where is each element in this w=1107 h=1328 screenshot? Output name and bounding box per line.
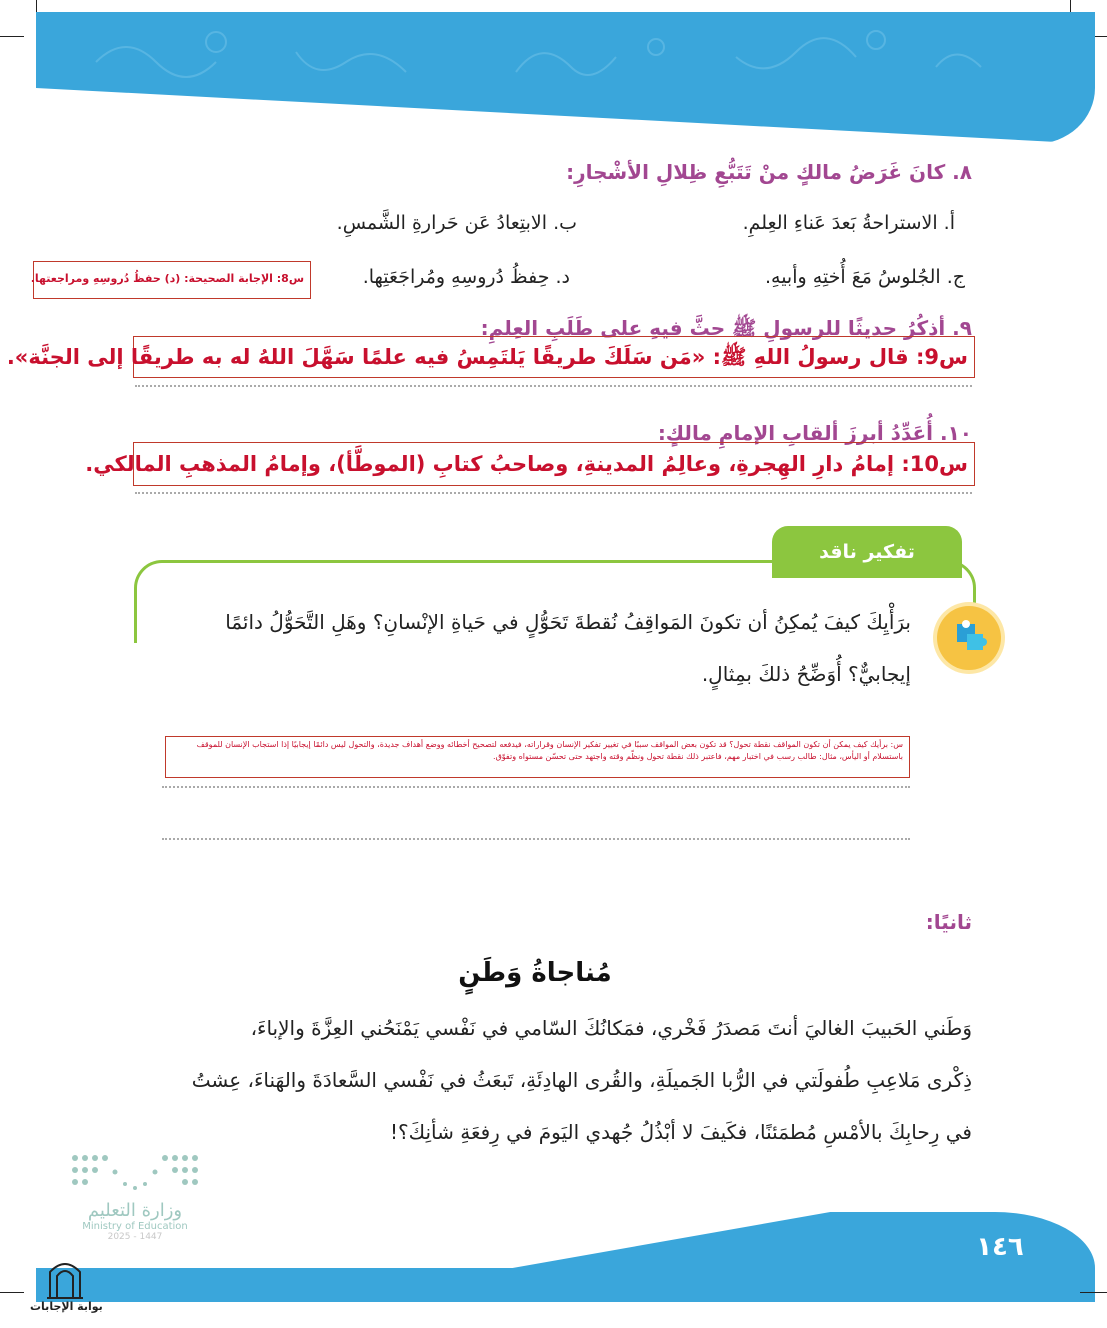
question-8: ٨. كانَ غَرَضُ مالكٍ منْ تَتَبُّعِ ظِلالِ الأشْجارِ: [566,160,972,184]
paragraph-line-1: وَطَني الحَبيبَ الغاليَ أنتَ مَصدَرُ فَخْري، فمَكانُكَ السّامي في نَفْسي يَمْنَحُني العِزَّةَ والإباءَ، [250,1016,972,1040]
header-calligraphy-pattern [36,12,1095,144]
option-d: د. حِفظُ دُروسِهِ ومُراجَعَتِها. [362,266,570,288]
question-10: ١٠. أُعَدِّدُ أبرزَ ألقابِ الإمامِ مالكٍ: [657,421,972,445]
dotted-line [162,838,910,840]
poem-title: مُناجاةُ وَطَنٍ [458,958,612,988]
paragraph-line-3: في رِحابِكَ بالأمْسِ مُطمَئنًا، فكَيفَ لا أبْذُلُ جُهدي اليَومَ في رِفعَةِ شأنِكَ؟! [389,1120,972,1144]
answer-box-critical: س: برأيك كيف يمكن أن تكون المواقف نقطة تحول؟ قد تكون بعض المواقف سببًا في تغيير تفكير الإنسان وقراراته، فيدفعه لتصحيح أخطائه ووضع أهداف جديدة، والتحول ليس دائمًا إيجابيًا إذا استجاب الإنسان للموقف باستسلام أو اليأس، مثال: طالب رسب في اختبار مهم، فاعتبر ذلك نقطة تحول ونظّم وقته واجتهد حتى تحسّن مستواه وتفوّق. [165,736,910,778]
dotted-line [135,385,972,387]
option-c: ج. الجُلوسُ مَعَ أُختِهِ وأبيهِ. [764,266,965,288]
critical-thinking-tab [772,526,962,578]
section-label: ثانيًا: [925,910,972,934]
ministry-year: 2025 - 1447 [107,1232,163,1242]
site-logo-icon [44,1256,86,1300]
paragraph-line-2: ذِكْرى مَلاعِبِ طُفولَتي في الرُّبا الجَميلَةِ، والقُرى الهادِئَةِ، تَبعَثُ في نَفْسي السَّعادَةَ والهَناءَ، عِشتُ [191,1068,972,1092]
site-name: بوابة الإجابات [30,1300,103,1313]
critical-question-line-2: إيجابيٌّ؟ أُوَضِّحُ ذلكَ بمِثالٍ. [701,662,911,686]
ministry-logo [60,1150,210,1242]
ministry-dots-icon [65,1150,205,1196]
footer-banner [36,1268,1095,1302]
option-a: أ. الاستراحةُ بَعدَ عَناءِ العِلمِ. [742,212,955,234]
option-b: ب. الابتِعادُ عَن حَرارةِ الشَّمسِ. [336,212,577,234]
puzzle-icon-shape [937,606,1001,670]
dotted-line [162,786,910,788]
dotted-line [135,492,972,494]
critical-thinking-label: تفكير ناقد [819,541,915,563]
question-9: ٩. أذكُرُ حديثًا للرسولِ ﷺ حثَّ فيهِ على طَلَبِ العِلمِ: [480,316,972,340]
answer-box-q8: س8: الإجابة الصحيحة: (د) حفظُ دُروسِهِ ومراجعتها. [33,261,311,299]
crop-mark [0,1292,24,1293]
answer-box-q9: س9: قال رسولُ اللهِ ﷺ: «مَن سَلَكَ طريقًا يَلتَمِسُ فيه علمًا سَهَّلَ اللهُ له به طريقًا إلى الجنَّة». [133,336,975,378]
crop-mark [1080,1292,1107,1293]
ministry-name-en: Ministry of Education [82,1221,188,1232]
ministry-name-ar: وزارة التعليم [87,1200,183,1221]
answer-box-q10: س10: إمامُ دارِ الهِجرةِ، وعالِمُ المدينةِ، وصاحبُ كتابِ (الموطَّأ)، وإمامُ المذهبِ المالكي. [133,442,975,486]
page-number: ١٤٦ [976,1232,1024,1262]
puzzle-icon [937,606,1001,670]
critical-question-line-1: برَأْيِكَ كيفَ يُمكِنُ أن تكونَ المَواقِفُ نُقطةَ تَحَوُّلٍ في حَياةِ الإنْسانِ؟ وهَلِ التَّحَوُّلُ دائمًا [225,610,911,634]
crop-mark [0,36,24,37]
